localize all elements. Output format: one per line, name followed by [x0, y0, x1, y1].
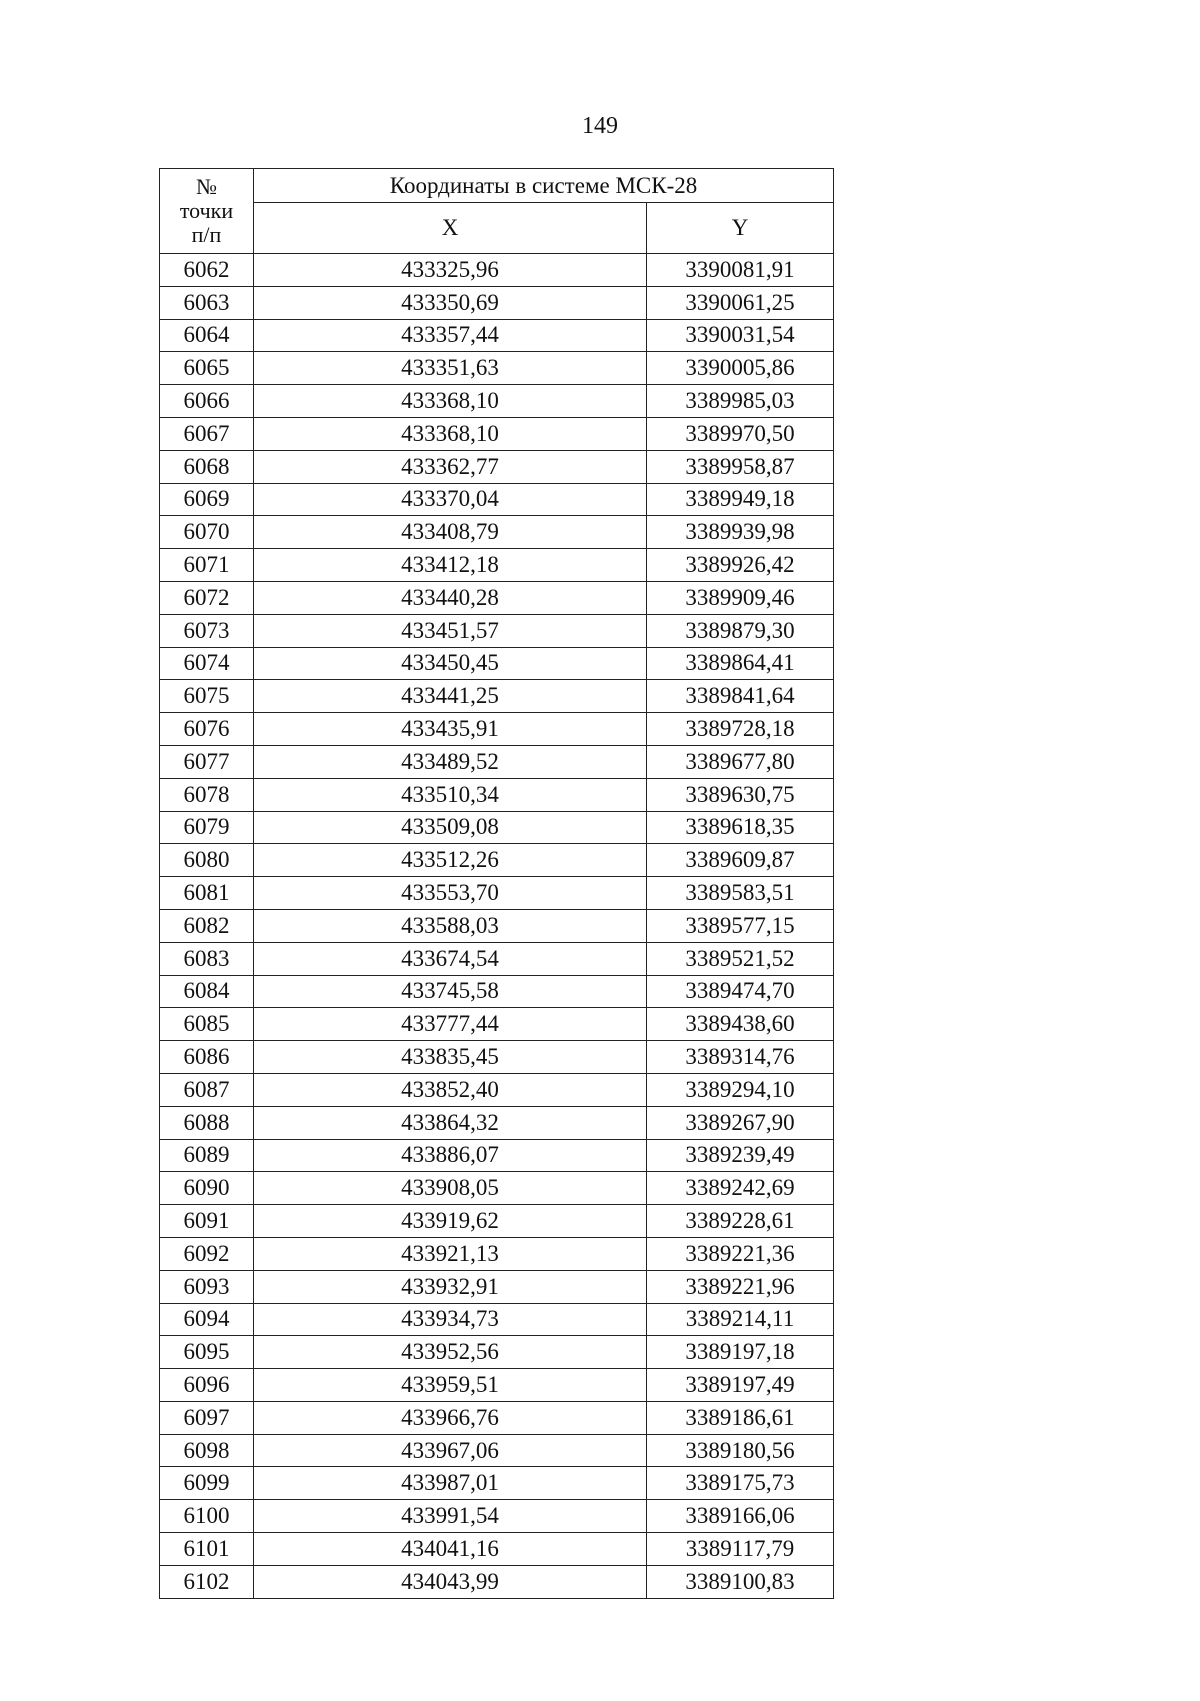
cell-x: 434043,99 — [254, 1565, 647, 1598]
cell-x: 433959,51 — [254, 1369, 647, 1402]
cell-point-number: 6075 — [160, 680, 254, 713]
table-row — [160, 1008, 834, 1041]
page-number: 149 — [582, 113, 618, 139]
cell-y: 3389166,06 — [647, 1500, 834, 1533]
header-coordinate-system: Координаты в системе МСК-28 — [254, 169, 834, 203]
table-body — [160, 254, 834, 1599]
cell-x: 433362,77 — [254, 450, 647, 483]
table-row — [160, 1237, 834, 1270]
cell-y: 3389958,87 — [647, 450, 834, 483]
cell-x: 433435,91 — [254, 713, 647, 746]
table-row — [160, 745, 834, 778]
cell-y: 3389577,15 — [647, 909, 834, 942]
cell-point-number: 6081 — [160, 877, 254, 910]
cell-point-number: 6062 — [160, 254, 254, 287]
cell-x: 433440,28 — [254, 581, 647, 614]
cell-point-number: 6093 — [160, 1270, 254, 1303]
cell-y: 3389242,69 — [647, 1172, 834, 1205]
table-row — [160, 352, 834, 385]
cell-point-number: 6068 — [160, 450, 254, 483]
cell-x: 433991,54 — [254, 1500, 647, 1533]
table-row — [160, 1369, 834, 1402]
cell-x: 433489,52 — [254, 745, 647, 778]
table-row — [160, 1205, 834, 1238]
cell-x: 433588,03 — [254, 909, 647, 942]
table-row — [160, 1303, 834, 1336]
cell-point-number: 6076 — [160, 713, 254, 746]
table-row — [160, 1565, 834, 1598]
cell-y: 3389879,30 — [647, 614, 834, 647]
cell-x: 433325,96 — [254, 254, 647, 287]
cell-y: 3389949,18 — [647, 483, 834, 516]
cell-point-number: 6066 — [160, 385, 254, 418]
cell-point-number: 6071 — [160, 549, 254, 582]
cell-point-number: 6065 — [160, 352, 254, 385]
table-row — [160, 778, 834, 811]
table-row — [160, 1533, 834, 1566]
cell-x: 433835,45 — [254, 1041, 647, 1074]
table-row — [160, 1270, 834, 1303]
table-row — [160, 254, 834, 287]
cell-x: 433451,57 — [254, 614, 647, 647]
cell-y: 3389609,87 — [647, 844, 834, 877]
cell-point-number: 6079 — [160, 811, 254, 844]
cell-x: 433852,40 — [254, 1073, 647, 1106]
cell-y: 3389267,90 — [647, 1106, 834, 1139]
cell-point-number: 6067 — [160, 417, 254, 450]
cell-x: 433351,63 — [254, 352, 647, 385]
cell-y: 3389728,18 — [647, 713, 834, 746]
cell-x: 433450,45 — [254, 647, 647, 680]
cell-y: 3389100,83 — [647, 1565, 834, 1598]
coordinates-table — [159, 168, 834, 1599]
cell-x: 433952,56 — [254, 1336, 647, 1369]
table-row — [160, 549, 834, 582]
cell-y: 3389630,75 — [647, 778, 834, 811]
cell-y: 3389117,79 — [647, 1533, 834, 1566]
table-row — [160, 417, 834, 450]
cell-point-number: 6089 — [160, 1139, 254, 1172]
cell-y: 3389180,56 — [647, 1434, 834, 1467]
cell-y: 3389841,64 — [647, 680, 834, 713]
cell-x: 433370,04 — [254, 483, 647, 516]
cell-x: 433509,08 — [254, 811, 647, 844]
cell-y: 3389583,51 — [647, 877, 834, 910]
header-num-line: п/п — [191, 222, 222, 247]
cell-x: 433921,13 — [254, 1237, 647, 1270]
cell-x: 433408,79 — [254, 516, 647, 549]
cell-x: 433934,73 — [254, 1303, 647, 1336]
cell-y: 3389175,73 — [647, 1467, 834, 1500]
cell-x: 433350,69 — [254, 286, 647, 319]
table-row — [160, 581, 834, 614]
cell-x: 433777,44 — [254, 1008, 647, 1041]
cell-x: 434041,16 — [254, 1533, 647, 1566]
table-row — [160, 647, 834, 680]
cell-point-number: 6101 — [160, 1533, 254, 1566]
cell-y: 3389186,61 — [647, 1401, 834, 1434]
table-row — [160, 1401, 834, 1434]
table-row — [160, 844, 834, 877]
cell-x: 433553,70 — [254, 877, 647, 910]
cell-point-number: 6100 — [160, 1500, 254, 1533]
table-row — [160, 1172, 834, 1205]
header-point-number — [160, 169, 254, 254]
table-row — [160, 385, 834, 418]
cell-x: 433368,10 — [254, 385, 647, 418]
cell-point-number: 6063 — [160, 286, 254, 319]
cell-x: 433864,32 — [254, 1106, 647, 1139]
cell-point-number: 6096 — [160, 1369, 254, 1402]
table-row — [160, 1434, 834, 1467]
cell-y: 3389521,52 — [647, 942, 834, 975]
cell-x: 433966,76 — [254, 1401, 647, 1434]
cell-x: 433512,26 — [254, 844, 647, 877]
cell-x: 433886,07 — [254, 1139, 647, 1172]
cell-point-number: 6091 — [160, 1205, 254, 1238]
cell-y: 3389221,36 — [647, 1237, 834, 1270]
cell-y: 3390031,54 — [647, 319, 834, 352]
cell-x: 433908,05 — [254, 1172, 647, 1205]
cell-y: 3390005,86 — [647, 352, 834, 385]
cell-point-number: 6095 — [160, 1336, 254, 1369]
table-row — [160, 1467, 834, 1500]
cell-y: 3389970,50 — [647, 417, 834, 450]
table-row — [160, 286, 834, 319]
cell-y: 3389474,70 — [647, 975, 834, 1008]
cell-y: 3389985,03 — [647, 385, 834, 418]
cell-x: 433357,44 — [254, 319, 647, 352]
table-row — [160, 877, 834, 910]
cell-x: 433919,62 — [254, 1205, 647, 1238]
cell-y: 3390061,25 — [647, 286, 834, 319]
cell-y: 3389909,46 — [647, 581, 834, 614]
cell-y: 3389314,76 — [647, 1041, 834, 1074]
table-row — [160, 450, 834, 483]
table-row — [160, 811, 834, 844]
cell-point-number: 6099 — [160, 1467, 254, 1500]
header-y: Y — [647, 203, 834, 254]
header-num-line: № — [196, 174, 217, 199]
cell-y: 3389864,41 — [647, 647, 834, 680]
table-row — [160, 516, 834, 549]
table-row — [160, 1106, 834, 1139]
cell-y: 3389294,10 — [647, 1073, 834, 1106]
cell-y: 3389221,96 — [647, 1270, 834, 1303]
cell-point-number: 6064 — [160, 319, 254, 352]
cell-x: 433510,34 — [254, 778, 647, 811]
cell-y: 3389214,11 — [647, 1303, 834, 1336]
cell-x: 433368,10 — [254, 417, 647, 450]
table-row — [160, 1041, 834, 1074]
cell-point-number: 6070 — [160, 516, 254, 549]
table-row — [160, 614, 834, 647]
table-row — [160, 975, 834, 1008]
cell-point-number: 6073 — [160, 614, 254, 647]
cell-x: 433745,58 — [254, 975, 647, 1008]
table-row — [160, 1336, 834, 1369]
cell-x: 433674,54 — [254, 942, 647, 975]
cell-point-number: 6072 — [160, 581, 254, 614]
cell-point-number: 6098 — [160, 1434, 254, 1467]
cell-y: 3390081,91 — [647, 254, 834, 287]
cell-y: 3389197,18 — [647, 1336, 834, 1369]
cell-point-number: 6069 — [160, 483, 254, 516]
cell-y: 3389228,61 — [647, 1205, 834, 1238]
cell-point-number: 6077 — [160, 745, 254, 778]
table-row — [160, 319, 834, 352]
cell-x: 433932,91 — [254, 1270, 647, 1303]
header-x: X — [254, 203, 647, 254]
cell-point-number: 6088 — [160, 1106, 254, 1139]
cell-point-number: 6083 — [160, 942, 254, 975]
table-header — [160, 169, 834, 254]
cell-point-number: 6092 — [160, 1237, 254, 1270]
cell-point-number: 6097 — [160, 1401, 254, 1434]
table-row — [160, 680, 834, 713]
header-num-line: точки — [179, 198, 234, 223]
cell-point-number: 6082 — [160, 909, 254, 942]
cell-y: 3389926,42 — [647, 549, 834, 582]
cell-point-number: 6074 — [160, 647, 254, 680]
cell-point-number: 6087 — [160, 1073, 254, 1106]
cell-point-number: 6102 — [160, 1565, 254, 1598]
table-row — [160, 942, 834, 975]
cell-y: 3389939,98 — [647, 516, 834, 549]
cell-y: 3389197,49 — [647, 1369, 834, 1402]
cell-y: 3389677,80 — [647, 745, 834, 778]
cell-point-number: 6078 — [160, 778, 254, 811]
cell-x: 433967,06 — [254, 1434, 647, 1467]
table-row — [160, 713, 834, 746]
cell-point-number: 6084 — [160, 975, 254, 1008]
cell-x: 433441,25 — [254, 680, 647, 713]
cell-point-number: 6080 — [160, 844, 254, 877]
table-row — [160, 1073, 834, 1106]
table-row — [160, 483, 834, 516]
cell-point-number: 6094 — [160, 1303, 254, 1336]
cell-x: 433412,18 — [254, 549, 647, 582]
cell-y: 3389618,35 — [647, 811, 834, 844]
cell-point-number: 6085 — [160, 1008, 254, 1041]
table-row — [160, 909, 834, 942]
table-row — [160, 1139, 834, 1172]
cell-y: 3389438,60 — [647, 1008, 834, 1041]
cell-x: 433987,01 — [254, 1467, 647, 1500]
cell-point-number: 6086 — [160, 1041, 254, 1074]
table-row — [160, 1500, 834, 1533]
cell-point-number: 6090 — [160, 1172, 254, 1205]
cell-y: 3389239,49 — [647, 1139, 834, 1172]
